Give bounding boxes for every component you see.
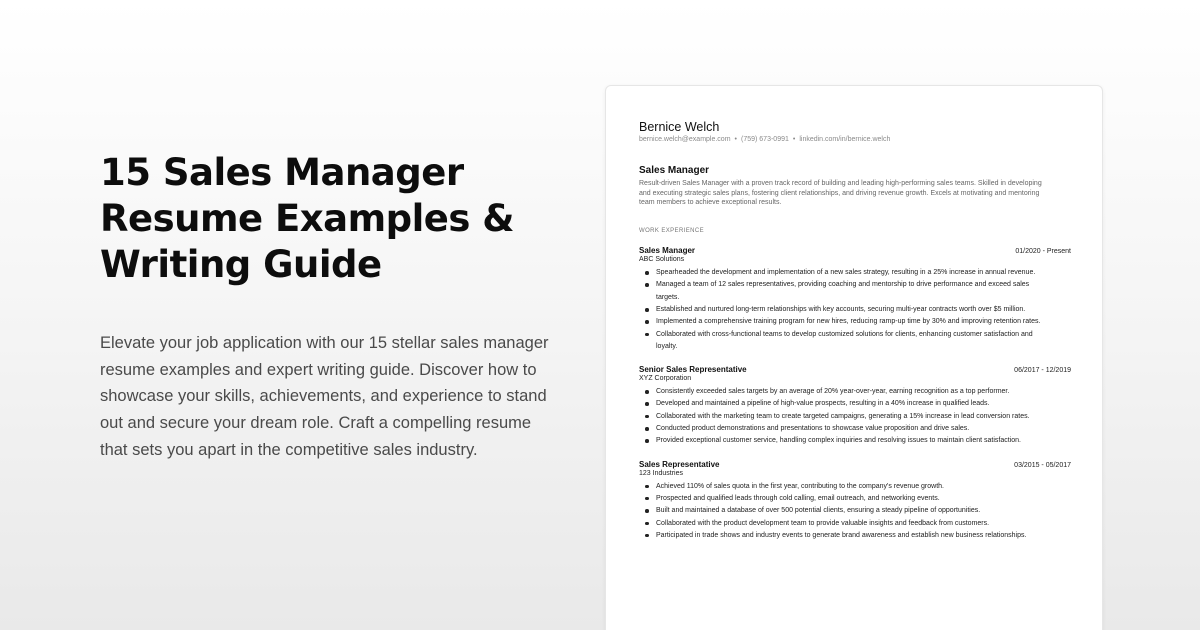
job-entry: [639, 365, 1070, 447]
resume-preview: [605, 85, 1103, 630]
job-bullet: Collaborated with the product development team to provide valuable insights and feedback from customers.: [639, 518, 1049, 530]
job-entry: [639, 460, 1070, 542]
job-bullet: Managed a team of 12 sales representatives, providing coaching and mentorship to drive performance and exceed sales targets.: [639, 279, 1049, 304]
contact-separator: •: [792, 136, 796, 143]
page-description: Elevate your job application with our 15 stellar sales manager resume examples and expert writing guide. Discover how to showcase your skills, achievements, and experience to stand out and secure your dream role. Craft a compelling resume that sets you apart in the competitive sales industry.: [100, 334, 549, 459]
job-bullet: Established and nurtured long-term relationships with key accounts, securing multi-year contracts worth over $5 million.: [639, 304, 1049, 316]
job-bullet: Developed and maintained a pipeline of high-value prospects, resulting in a 40% increase in qualified leads.: [639, 398, 1049, 410]
job-role: Senior Sales Representative: [639, 365, 747, 375]
job-bullets: [639, 386, 1070, 447]
contact-phone: (759) 673-0991: [741, 136, 789, 143]
job-dates: 01/2020 - Present: [1015, 248, 1071, 256]
job-bullet: Collaborated with the marketing team to create targeted campaigns, generating a 15% increase in lead conversion rates.: [639, 411, 1049, 423]
contact-separator: •: [734, 136, 737, 143]
job-role: Sales Manager: [639, 246, 696, 256]
job-bullet: Participated in trade shows and industry events to generate brand awareness and establish new business relationships.: [639, 530, 1049, 542]
job-entry: [639, 246, 1070, 353]
resume-contact: [639, 136, 1070, 143]
work-experience-list: [639, 246, 1070, 542]
contact-email: bernice.welch@example.com: [639, 136, 731, 143]
job-dates: 03/2015 - 05/2017: [1014, 461, 1071, 469]
job-bullet: Spearheaded the development and implementation of a new sales strategy, resulting in a 25% increase in annual revenue.: [639, 267, 1049, 279]
job-header: [639, 460, 1071, 469]
job-bullet: Achieved 110% of sales quota in the first year, contributing to the company's revenue growth.: [639, 481, 1049, 493]
resume-summary: Result-driven Sales Manager with a proven track record of building and leading high-performing sales teams. Skilled in developing and executing strategic sales plans, fostering client relationships, and driving revenue growth. Excels at motivating and mentoring team members to achieve exceptional results.: [639, 180, 1042, 207]
job-bullet: Provided exceptional customer service, handling complex inquiries and resolving issues to maintain client satisfaction.: [639, 435, 1049, 447]
section-heading-work-experience: WORK EXPERIENCE: [639, 228, 705, 235]
job-company: 123 Industries: [639, 469, 683, 477]
job-bullet: Built and maintained a database of over 500 potential clients, ensuring a steady pipeline of opportunities.: [639, 505, 1049, 517]
job-header: [639, 246, 1071, 255]
job-company: ABC Solutions: [639, 256, 685, 264]
page-title: 15 Sales Manager Resume Examples & Writing Guide: [100, 151, 515, 286]
job-bullets: [639, 267, 1070, 353]
resume-title: Sales Manager: [639, 165, 710, 176]
job-bullet: Collaborated with cross-functional teams to develop customized solutions for clients, enhancing customer satisfaction and loyalty.: [639, 329, 1049, 354]
job-header: [639, 365, 1071, 374]
job-bullet: Prospected and qualified leads through cold calling, email outreach, and networking events.: [639, 493, 1049, 505]
contact-linkedin: linkedin.com/in/bernice.welch: [799, 136, 891, 143]
job-bullet: Conducted product demonstrations and presentations to showcase value proposition and drive sales.: [639, 423, 1049, 435]
job-bullet: Consistently exceeded sales targets by an average of 20% year-over-year, earning recognition as a top performer.: [639, 386, 1049, 398]
job-bullet: Implemented a comprehensive training program for new hires, reducing ramp-up time by 30% and improving retention rates.: [639, 316, 1049, 328]
hero-section: [100, 150, 570, 464]
job-role: Sales Representative: [639, 459, 720, 469]
job-bullets: [639, 481, 1070, 542]
job-dates: 06/2017 - 12/2019: [1014, 367, 1071, 375]
job-company: XYZ Corporation: [639, 375, 692, 383]
resume-name: Bernice Welch: [639, 120, 720, 134]
